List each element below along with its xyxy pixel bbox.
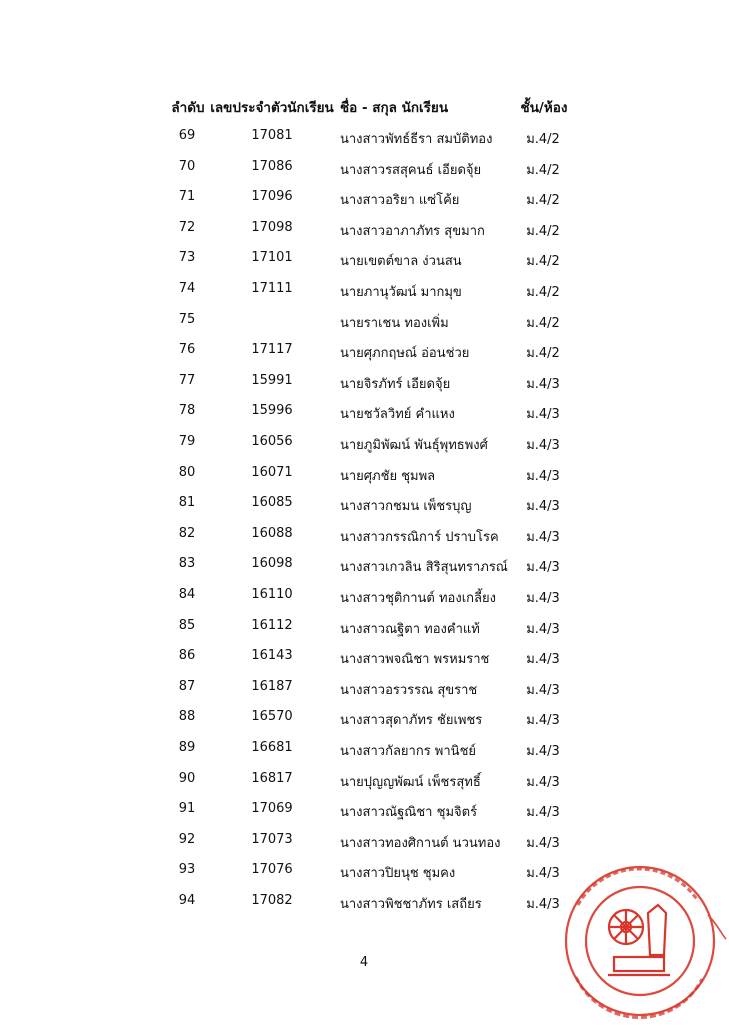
student-id: 16187 [251, 678, 293, 694]
student-name: นางสาวกัลยากร พานิชย์ [340, 744, 477, 759]
table-row [0, 612, 729, 642]
student-name: นายปุญญพัฒน์ เพ็ชรสุทธิ์ [340, 774, 481, 790]
class-room: ม.4/2 [526, 285, 560, 300]
table-header [0, 90, 729, 120]
row-number: 81 [178, 495, 196, 511]
table-row [0, 459, 729, 489]
student-id: 17101 [251, 250, 293, 266]
class-room: ม.4/2 [526, 315, 560, 331]
student-id: 16817 [251, 770, 293, 786]
student-name: นายศุภชัย ชุมพล [340, 468, 436, 484]
table-row [0, 183, 729, 213]
class-room: ม.4/3 [526, 529, 560, 545]
student-name: นายจิรภัทร์ เอียดจุ้ย [340, 376, 451, 392]
student-name: นายภานุวัฒน์ มากมุข [340, 285, 462, 300]
class-room: ม.4/3 [526, 897, 560, 912]
table-row [0, 703, 729, 733]
table-row [0, 367, 729, 397]
row-number: 88 [178, 709, 196, 725]
class-room: ม.4/2 [526, 193, 560, 209]
page-number: 4 [359, 955, 369, 970]
row-number: 93 [178, 862, 196, 878]
student-name: นางสาวพจณิชา พรหมราช [340, 652, 490, 668]
row-number: 75 [178, 311, 196, 327]
class-room: ม.4/2 [526, 254, 560, 270]
table-row [0, 642, 729, 672]
student-id: 15991 [251, 372, 293, 388]
student-name: นางสาวอริยา แซ่โค้ย [340, 193, 460, 209]
student-id: 16056 [251, 434, 293, 449]
student-id: 17076 [251, 862, 293, 878]
class-room: ม.4/3 [526, 682, 560, 698]
row-number: 92 [178, 831, 196, 847]
student-id: 17073 [251, 831, 293, 847]
student-id: 16681 [251, 740, 293, 755]
student-name: นางสาวเกวลิน สิริสุนทราภรณ์ [340, 560, 508, 576]
student-name: นายราเชน ทองเพิ่ม [340, 315, 449, 331]
row-number: 78 [178, 403, 196, 419]
header-room: ชั้น/ห้อง [520, 100, 568, 116]
row-number: 72 [178, 219, 196, 235]
class-room: ม.4/3 [526, 713, 560, 729]
student-name: นายภูมิพัฒน์ พันธุ์พุทธพงศ์ [340, 438, 488, 453]
student-id: 17117 [251, 342, 293, 358]
student-id: 16071 [251, 464, 293, 480]
table-row [0, 306, 729, 336]
student-id: 17098 [251, 219, 293, 235]
class-room: ม.4/3 [526, 468, 560, 484]
table-row [0, 336, 729, 366]
row-number: 85 [178, 617, 196, 633]
class-room: ม.4/3 [526, 376, 560, 392]
table-row [0, 214, 729, 244]
table-row [0, 826, 729, 856]
student-name: นางสาวพิชชาภัทร เสถียร [340, 897, 482, 912]
student-id: 16112 [251, 617, 293, 633]
student-name: นายชวัลวิทย์ คำแหง [340, 407, 455, 423]
student-id: 17096 [251, 189, 293, 205]
row-number: 77 [178, 372, 196, 388]
row-number: 70 [178, 158, 196, 174]
class-room: ม.4/3 [526, 866, 560, 882]
table-row [0, 275, 729, 305]
student-id: 16085 [251, 495, 293, 511]
row-number: 82 [178, 525, 196, 541]
row-number: 87 [178, 678, 196, 694]
student-name: นางสาวกชมน เพ็ชรบุญ [340, 499, 472, 515]
row-number: 86 [178, 648, 196, 664]
table-row [0, 520, 729, 550]
class-room: ม.4/3 [526, 438, 560, 453]
class-room: ม.4/3 [526, 774, 560, 790]
student-name: นายเขตต์ขาล ง่วนสน [340, 254, 462, 270]
class-room: ม.4/3 [526, 805, 560, 821]
student-name: นางสาวสุดาภัทร ชัยเพชร [340, 713, 483, 729]
student-id: 16088 [251, 525, 293, 541]
student-name: นางสาวพัทธ์ธีรา สมบัติทอง [340, 132, 493, 147]
row-number: 94 [178, 893, 196, 908]
class-room: ม.4/3 [526, 499, 560, 515]
row-number: 69 [178, 128, 196, 143]
class-room: ม.4/2 [526, 132, 560, 147]
table-row [0, 428, 729, 458]
header-student-id: เลขประจำตัวนักเรียน [210, 100, 334, 116]
student-id: 17069 [251, 801, 293, 817]
student-name: นางสาวทองศิกานต์ นวนทอง [340, 835, 501, 851]
class-room: ม.4/3 [526, 652, 560, 668]
student-id: 16098 [251, 556, 293, 572]
school-seal-stamp [548, 855, 728, 1030]
row-number: 73 [178, 250, 196, 266]
student-id: 16110 [251, 587, 293, 602]
row-number: 84 [178, 587, 196, 602]
student-name: นางสาวกรรณิการ์ ปราบโรค [340, 529, 499, 545]
row-number: 89 [178, 740, 196, 755]
row-number: 83 [178, 556, 196, 572]
header-name: ชื่อ - สกุล นักเรียน [340, 100, 449, 116]
student-name: นางสาวณัฐณิชา ชุมจิตร์ [340, 805, 478, 821]
row-number: 76 [178, 342, 196, 358]
student-id: 16143 [251, 648, 293, 664]
class-room: ม.4/3 [526, 744, 560, 759]
class-room: ม.4/2 [526, 162, 560, 178]
table-row [0, 153, 729, 183]
student-name: นายศุภกฤษณ์ อ่อนช่วย [340, 346, 470, 362]
table-row [0, 765, 729, 795]
table-row [0, 122, 729, 152]
student-name: นางสาวชุติกานต์ ทองเกลี้ยง [340, 591, 496, 606]
table-row [0, 734, 729, 764]
class-room: ม.4/2 [526, 346, 560, 362]
row-number: 74 [178, 281, 196, 296]
header-no: ลำดับ [171, 100, 205, 116]
table-row [0, 673, 729, 703]
table-row [0, 397, 729, 427]
class-room: ม.4/3 [526, 621, 560, 637]
table-row [0, 550, 729, 580]
student-id: 17086 [251, 158, 293, 174]
class-room: ม.4/3 [526, 591, 560, 606]
student-id: 17082 [251, 893, 293, 908]
table-row [0, 489, 729, 519]
student-id: 15996 [251, 403, 293, 419]
student-id: 17111 [251, 281, 293, 296]
student-id: 16570 [251, 709, 293, 725]
student-name: นางสาวรสสุคนธ์ เอียดจุ้ย [340, 162, 482, 178]
row-number: 71 [178, 189, 196, 205]
class-room: ม.4/2 [526, 223, 560, 239]
row-number: 91 [178, 801, 196, 817]
class-room: ม.4/3 [526, 560, 560, 576]
student-id: 17081 [251, 128, 293, 143]
table-row [0, 795, 729, 825]
class-room: ม.4/3 [526, 407, 560, 423]
student-name: นางสาวอรวรรณ สุขราช [340, 682, 478, 698]
student-name: นางสาวปิยนุช ชุมคง [340, 866, 456, 882]
row-number: 80 [178, 464, 196, 480]
student-name: นางสาวอาภาภัทร สุขมาก [340, 223, 485, 239]
table-row [0, 581, 729, 611]
row-number: 90 [178, 770, 196, 786]
class-room: ม.4/3 [526, 835, 560, 851]
student-name: นางสาวณฐิตา ทองคำแท้ [340, 621, 480, 637]
row-number: 79 [178, 434, 196, 449]
table-row [0, 244, 729, 274]
